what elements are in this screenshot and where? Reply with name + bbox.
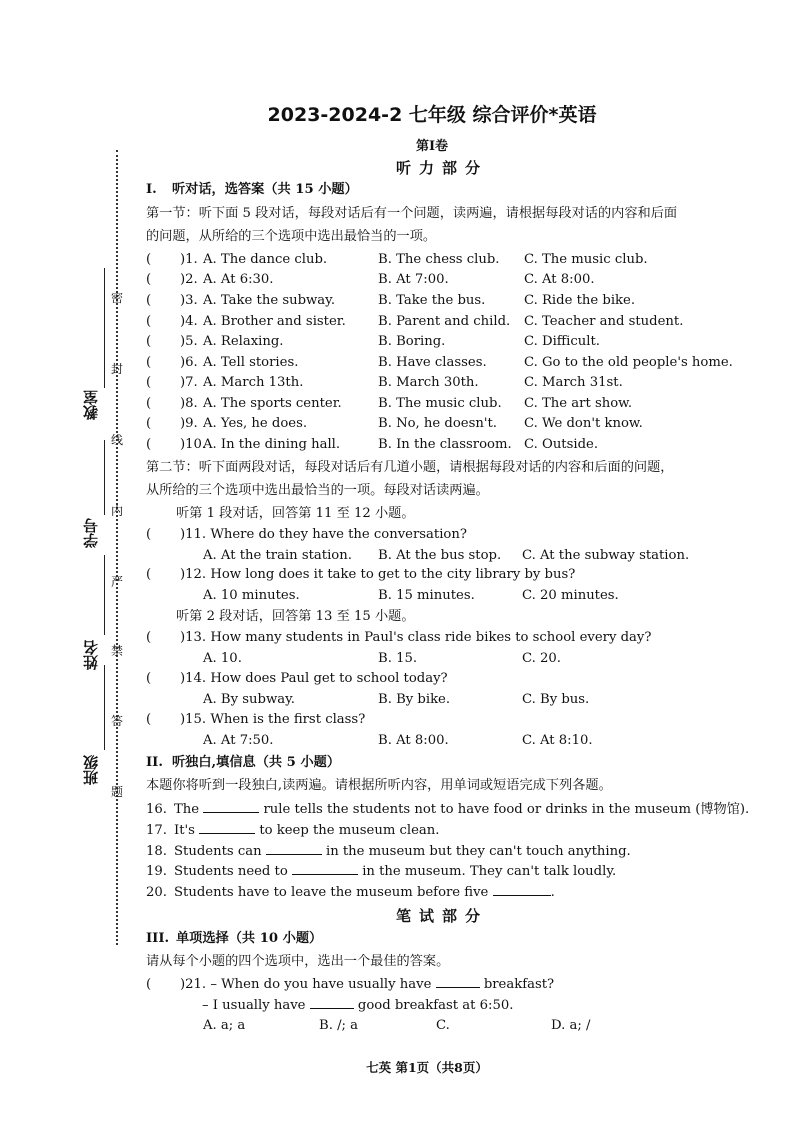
question-stem-line2[interactable]: – I usually have good breakfast at 6:50. <box>202 998 514 1013</box>
question-row[interactable]: ( )4. A. Brother and sister. B. Parent and child. C. Teacher and student. <box>146 314 684 329</box>
part2-instruction-line2: 从所给的三个选项中选出最恰当的一项。每段对话读两遍。 <box>146 483 489 498</box>
exam-page: 密 封 线 内 严 禁 答 题 教室 学号 姓名 班级 2023-2024-2 七年级 综合评价*英语 第Ⅰ卷 听力部分 I. 听对话，选答案（共 15 小题） 第一节：听下面 5 段对话，每段对话后有一个问题，读两遍，请根据每段对话的内容和后面 的问题，从所给的三个选项中选出最恰当的一项。 ( )1. A. The dance club. B. The chess club. C. The music club. ( )2. A. At 6:30. B. At 7:00. C. At 8:00. ( )3. A. Take the subway. B. Take the bus. C. Ride the bike. ( )4. A. Brother and sister. B. Parent and child. C. Teacher and student. ( )5. A. Relaxing. B. Boring. C. Difficult. ( )6. A. Tell stories. B. Have classes. C. Go to the old people's home. ( )7. A. March 13th. B. March 30th. C. March 31st. ( )8. A. The sports center. B. The music club. C. The art show. ( )9. A. Yes, he does. B. No, he doesn't. C. We don't know. ( )10. A. In the dining hall. B. In the classroom. C. Outside. 第二节：听下面两段对话，每段对话后有几道小题，请根据每段对话的内容和后面的问题， 从所给的三个选项中选出最恰当的一项。每段对话读两遍。 听第 1 段对话，回答第 11 至 12 小题。 ( )11. Where do they have the conversation? A. At the train station. B. At the bus stop. C. At the subway station. ( )12. How long does it take to get to the city library by bus? A. 10 minutes. B. 15 minutes. C. 20 minutes. 听第 2 段对话，回答第 13 至 15 小题。 ( )13. How many students in Paul's class ride bikes to school every day? A. 10. B. 15. C. 20. ( )14. How does Paul get to school today? A. By subway. B. By bike. C. By bus. ( )15. When is the first class? A. At 7:50. B. At 8:00. C. At 8:10. II. 听独白,填信息（共 5 小题） 本题你将听到一段独白,读两遍。请根据所听内容，用单词或短语完成下列各题。 16. The rule tells the students not to have food or drinks in the museum (博物馆). 17. It's to keep the museum clean. 18. Students can in the museum but they can't touch anything. 19. Students need to in the museum. They can't talk loudly. 20. Students have to leave the museum before five . 笔试部分 III. 单项选择（共 10 小题） 请从每个小题的四个选项中，选出一个最佳的答案。 ( )21. – When do you have usually have breakfast? – I usually have good breakfast at 6:50. A. a; a B. /; a C. D. a; / 七英 第1页（共8页） <box>0 0 794 1123</box>
question-row[interactable]: ( )1. A. The dance club. B. The chess club. C. The music club. <box>146 252 648 267</box>
answer-blank[interactable] <box>203 801 259 813</box>
question-row[interactable]: ( )2. A. At 6:30. B. At 7:00. C. At 8:00. <box>146 272 595 287</box>
question-stem[interactable]: ( )14. How does Paul get to school today? <box>146 671 448 686</box>
question-stem[interactable]: ( )15. When is the first class? <box>146 712 366 727</box>
seal-char: 线 <box>111 433 124 447</box>
question-row[interactable]: ( )7. A. March 13th. B. March 30th. C. March 31st. <box>146 375 623 390</box>
question-stem[interactable]: ( )13. How many students in Paul's class ride bikes to school every day? <box>146 630 652 645</box>
fill-item[interactable]: 20. Students have to leave the museum before five . <box>146 885 555 900</box>
seal-char: 内 <box>111 504 124 518</box>
section1-num: I. <box>146 182 157 197</box>
dialog1-instruction: 听第 1 段对话，回答第 11 至 12 小题。 <box>176 506 415 521</box>
answer-blank[interactable] <box>292 863 358 875</box>
question-row[interactable]: ( )10. A. In the dining hall. B. In the classroom. C. Outside. <box>146 437 599 452</box>
section2-instruction: 本题你将听到一段独白,读两遍。请根据所听内容，用单词或短语完成下列各题。 <box>146 778 612 793</box>
answer-blank[interactable] <box>199 822 255 834</box>
seal-char: 严 <box>111 575 124 589</box>
field-label-classroom: 教室 <box>82 390 100 420</box>
question-stem[interactable]: ( )21. – When do you have usually have breakfast? <box>146 977 555 992</box>
field-label-class: 班级 <box>82 755 100 785</box>
question-row[interactable]: ( )8. A. The sports center. B. The music club. C. The art show. <box>146 396 633 411</box>
dialog2-instruction: 听第 2 段对话，回答第 13 至 15 小题。 <box>176 609 415 624</box>
seal-char: 答 <box>111 714 124 728</box>
seal-char: 禁 <box>111 644 124 658</box>
volume-label: 第Ⅰ卷 <box>415 139 449 154</box>
part1-instruction-line1: 第一节：听下面 5 段对话，每段对话后有一个问题，读两遍，请根据每段对话的内容和后面 <box>146 206 678 221</box>
binding-dotted-line <box>116 150 118 945</box>
question-row[interactable]: ( )5. A. Relaxing. B. Boring. C. Difficult. <box>146 334 600 349</box>
question-stem[interactable]: ( )11. Where do they have the conversation? <box>146 527 467 542</box>
writing-part-heading: 笔试部分 <box>395 907 488 925</box>
fill-item[interactable]: 18. Students can in the museum but they can't touch anything. <box>146 844 631 859</box>
section1-title: 听对话，选答案（共 15 小题） <box>172 182 358 197</box>
fill-item[interactable]: 19. Students need to in the museum. They can't talk loudly. <box>146 864 617 879</box>
section1-heading <box>146 182 358 198</box>
seal-char: 密 <box>111 291 124 305</box>
exam-title: 2023-2024-2 七年级 综合评价*英语 <box>267 104 597 126</box>
question-row[interactable]: ( )3. A. Take the subway. B. Take the bus. C. Ride the bike. <box>146 293 636 308</box>
section3-instruction: 请从每个小题的四个选项中，选出一个最佳的答案。 <box>146 954 450 969</box>
field-line-classroom[interactable] <box>104 268 105 388</box>
question-row[interactable]: ( )9. A. Yes, he does. B. No, he doesn't. C. We don't know. <box>146 416 643 431</box>
question-stem[interactable]: ( )12. How long does it take to get to the city library by bus? <box>146 567 576 582</box>
field-line-class[interactable] <box>104 665 105 750</box>
field-line-student-no[interactable] <box>104 440 105 515</box>
listening-part-heading: 听力部分 <box>395 159 488 177</box>
part2-instruction-line1: 第二节：听下面两段对话，每段对话后有几道小题，请根据每段对话的内容和后面的问题， <box>146 460 674 475</box>
seal-char: 题 <box>111 785 124 799</box>
section2-heading: II. 听独白,填信息（共 5 小题） <box>146 755 341 770</box>
answer-blank[interactable] <box>310 997 354 1009</box>
answer-blank[interactable] <box>436 976 480 988</box>
fill-item[interactable]: 16. The rule tells the students not to have food or drinks in the museum (博物馆). <box>146 802 750 817</box>
seal-char: 封 <box>111 362 124 376</box>
section3-heading: III. 单项选择（共 10 小题） <box>146 931 323 946</box>
page-footer: 七英 第1页（共8页） <box>366 1060 488 1075</box>
field-label-student-no: 学号 <box>82 518 100 548</box>
answer-blank[interactable] <box>493 884 551 896</box>
part1-instruction-line2: 的问题，从所给的三个选项中选出最恰当的一项。 <box>146 229 437 244</box>
question-row[interactable]: ( )6. A. Tell stories. B. Have classes. C. Go to the old people's home. <box>146 355 733 370</box>
answer-blank[interactable] <box>266 843 322 855</box>
field-line-name[interactable] <box>104 555 105 635</box>
field-label-name: 姓名 <box>82 640 100 670</box>
fill-item[interactable]: 17. It's to keep the museum clean. <box>146 823 440 838</box>
